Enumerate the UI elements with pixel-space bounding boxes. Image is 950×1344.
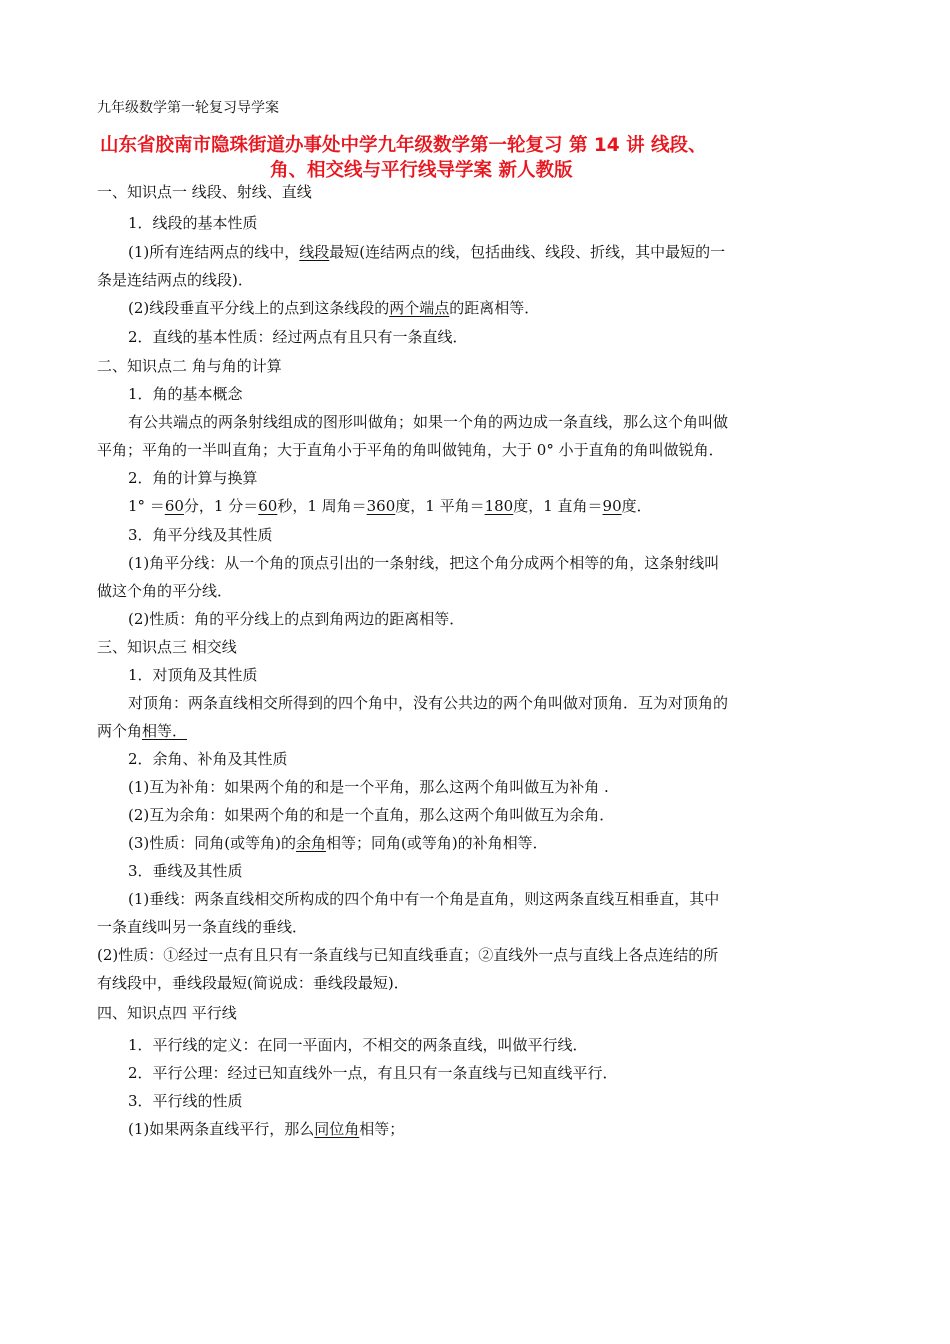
paragraph-3-3a: (1)垂线：两条直线相交所构成的四个角中有一个角是直角，则这两条直线互相垂直，其中 bbox=[128, 890, 720, 908]
document-title-line-2: 角、相交线与平行线导学案 新人教版 bbox=[270, 160, 573, 181]
paragraph-3-2b: (2)互为余角：如果两个角的和是一个直角，那么这两个角叫做互为余角． bbox=[128, 806, 615, 824]
subheading-1-1: 1．线段的基本性质 bbox=[128, 214, 258, 232]
paragraph-3-3a-cont: 一条直线叫另一条直线的垂线． bbox=[97, 918, 308, 936]
subheading-3-2: 2．余角、补角及其性质 bbox=[128, 750, 288, 768]
underlined-answer: 余角 bbox=[295, 834, 326, 852]
section-heading-1: 一、知识点一 线段、射线、直线 bbox=[97, 183, 312, 201]
paragraph-1-1a-cont: 条是连结两点的线段)． bbox=[97, 271, 253, 289]
paragraph-1-1b: (2)线段垂直平分线上的点到这条线段的两个端点的距离相等． bbox=[128, 299, 540, 317]
underlined-answer: 60 bbox=[258, 497, 278, 515]
underlined-answer: 60 bbox=[164, 497, 184, 515]
paragraph-3-1b: 两个角相等． bbox=[97, 722, 188, 740]
subheading-2-2: 2．角的计算与换算 bbox=[128, 469, 258, 487]
subheading-3-3: 3．垂线及其性质 bbox=[128, 862, 243, 880]
paragraph-2-1b: 平角；平角的一半叫直角；大于直角小于平角的角叫做钝角，大于 0° 小于直角的角叫做锐角． bbox=[97, 441, 724, 459]
paragraph-2-3b: (2)性质：角的平分线上的点到角两边的距离相等． bbox=[128, 610, 465, 628]
paragraph-1-1a: (1)所有连结两点的线中，线段最短(连结两点的线，包括曲线、线段、折线，其中最短的一 bbox=[128, 243, 726, 261]
paragraph-4-3a: (1)如果两条直线平行，那么同位角相等； bbox=[128, 1120, 405, 1138]
section-heading-3: 三、知识点三 相交线 bbox=[97, 638, 237, 656]
paragraph-2-3a: (1)角平分线：从一个角的顶点引出的一条射线，把这个角分成两个相等的角，这条射线叫 bbox=[128, 554, 720, 572]
underlined-answer: 180 bbox=[484, 497, 514, 515]
document-title-line-1: 山东省胶南市隐珠街道办事处中学九年级数学第一轮复习 第 14 讲 线段、 bbox=[100, 135, 707, 156]
underlined-answer: 360 bbox=[366, 497, 396, 515]
section-heading-2: 二、知识点二 角与角的计算 bbox=[97, 357, 282, 375]
underlined-answer: 线段 bbox=[299, 243, 330, 261]
paragraph-2-3a-cont: 做这个角的平分线． bbox=[97, 582, 233, 600]
subheading-4-3: 3．平行线的性质 bbox=[128, 1092, 243, 1110]
paragraph-3-2a: (1)互为补角：如果两个角的和是一个平角，那么这两个角叫做互为补角 . bbox=[128, 778, 609, 796]
paragraph-3-1a: 对顶角：两条直线相交所得到的四个角中，没有公共边的两个角叫做对顶角．互为对顶角的 bbox=[128, 694, 729, 712]
underlined-answer: 相等． bbox=[142, 722, 188, 740]
subheading-2-1: 1．角的基本概念 bbox=[128, 385, 243, 403]
underlined-answer: 两个端点 bbox=[389, 299, 450, 317]
paragraph-1-2: 2．直线的基本性质：经过两点有且只有一条直线． bbox=[128, 328, 468, 346]
paragraph-3-2c: (3)性质：同角(或等角)的余角相等；同角(或等角)的补角相等． bbox=[128, 834, 548, 852]
paragraph-4-1: 1．平行线的定义：在同一平面内，不相交的两条直线，叫做平行线． bbox=[128, 1036, 588, 1054]
paragraph-2-1a: 有公共端点的两条射线组成的图形叫做角；如果一个角的两边成一条直线，那么这个角叫做 bbox=[128, 413, 729, 431]
paragraph-3-3b: (2)性质：①经过一点有且只有一条直线与已知直线垂直；②直线外一点与直线上各点连结的所 bbox=[97, 946, 719, 964]
subheading-3-1: 1．对顶角及其性质 bbox=[128, 666, 258, 684]
paragraph-3-3b-cont: 有线段中，垂线段最短(简说成：垂线段最短)． bbox=[97, 974, 409, 992]
underlined-answer: 同位角 bbox=[314, 1120, 360, 1138]
paragraph-2-2a: 1° ＝60分，1 分＝60秒，1 周角＝360度，1 平角＝180度，1 直角＝90度． bbox=[128, 497, 652, 515]
paragraph-4-2: 2．平行公理：经过已知直线外一点，有且只有一条直线与已知直线平行． bbox=[128, 1064, 618, 1082]
underlined-answer: 90 bbox=[602, 497, 622, 515]
subheading-2-3: 3．角平分线及其性质 bbox=[128, 526, 273, 544]
header-note: 九年级数学第一轮复习导学案 bbox=[97, 100, 279, 116]
section-heading-4: 四、知识点四 平行线 bbox=[97, 1004, 237, 1022]
